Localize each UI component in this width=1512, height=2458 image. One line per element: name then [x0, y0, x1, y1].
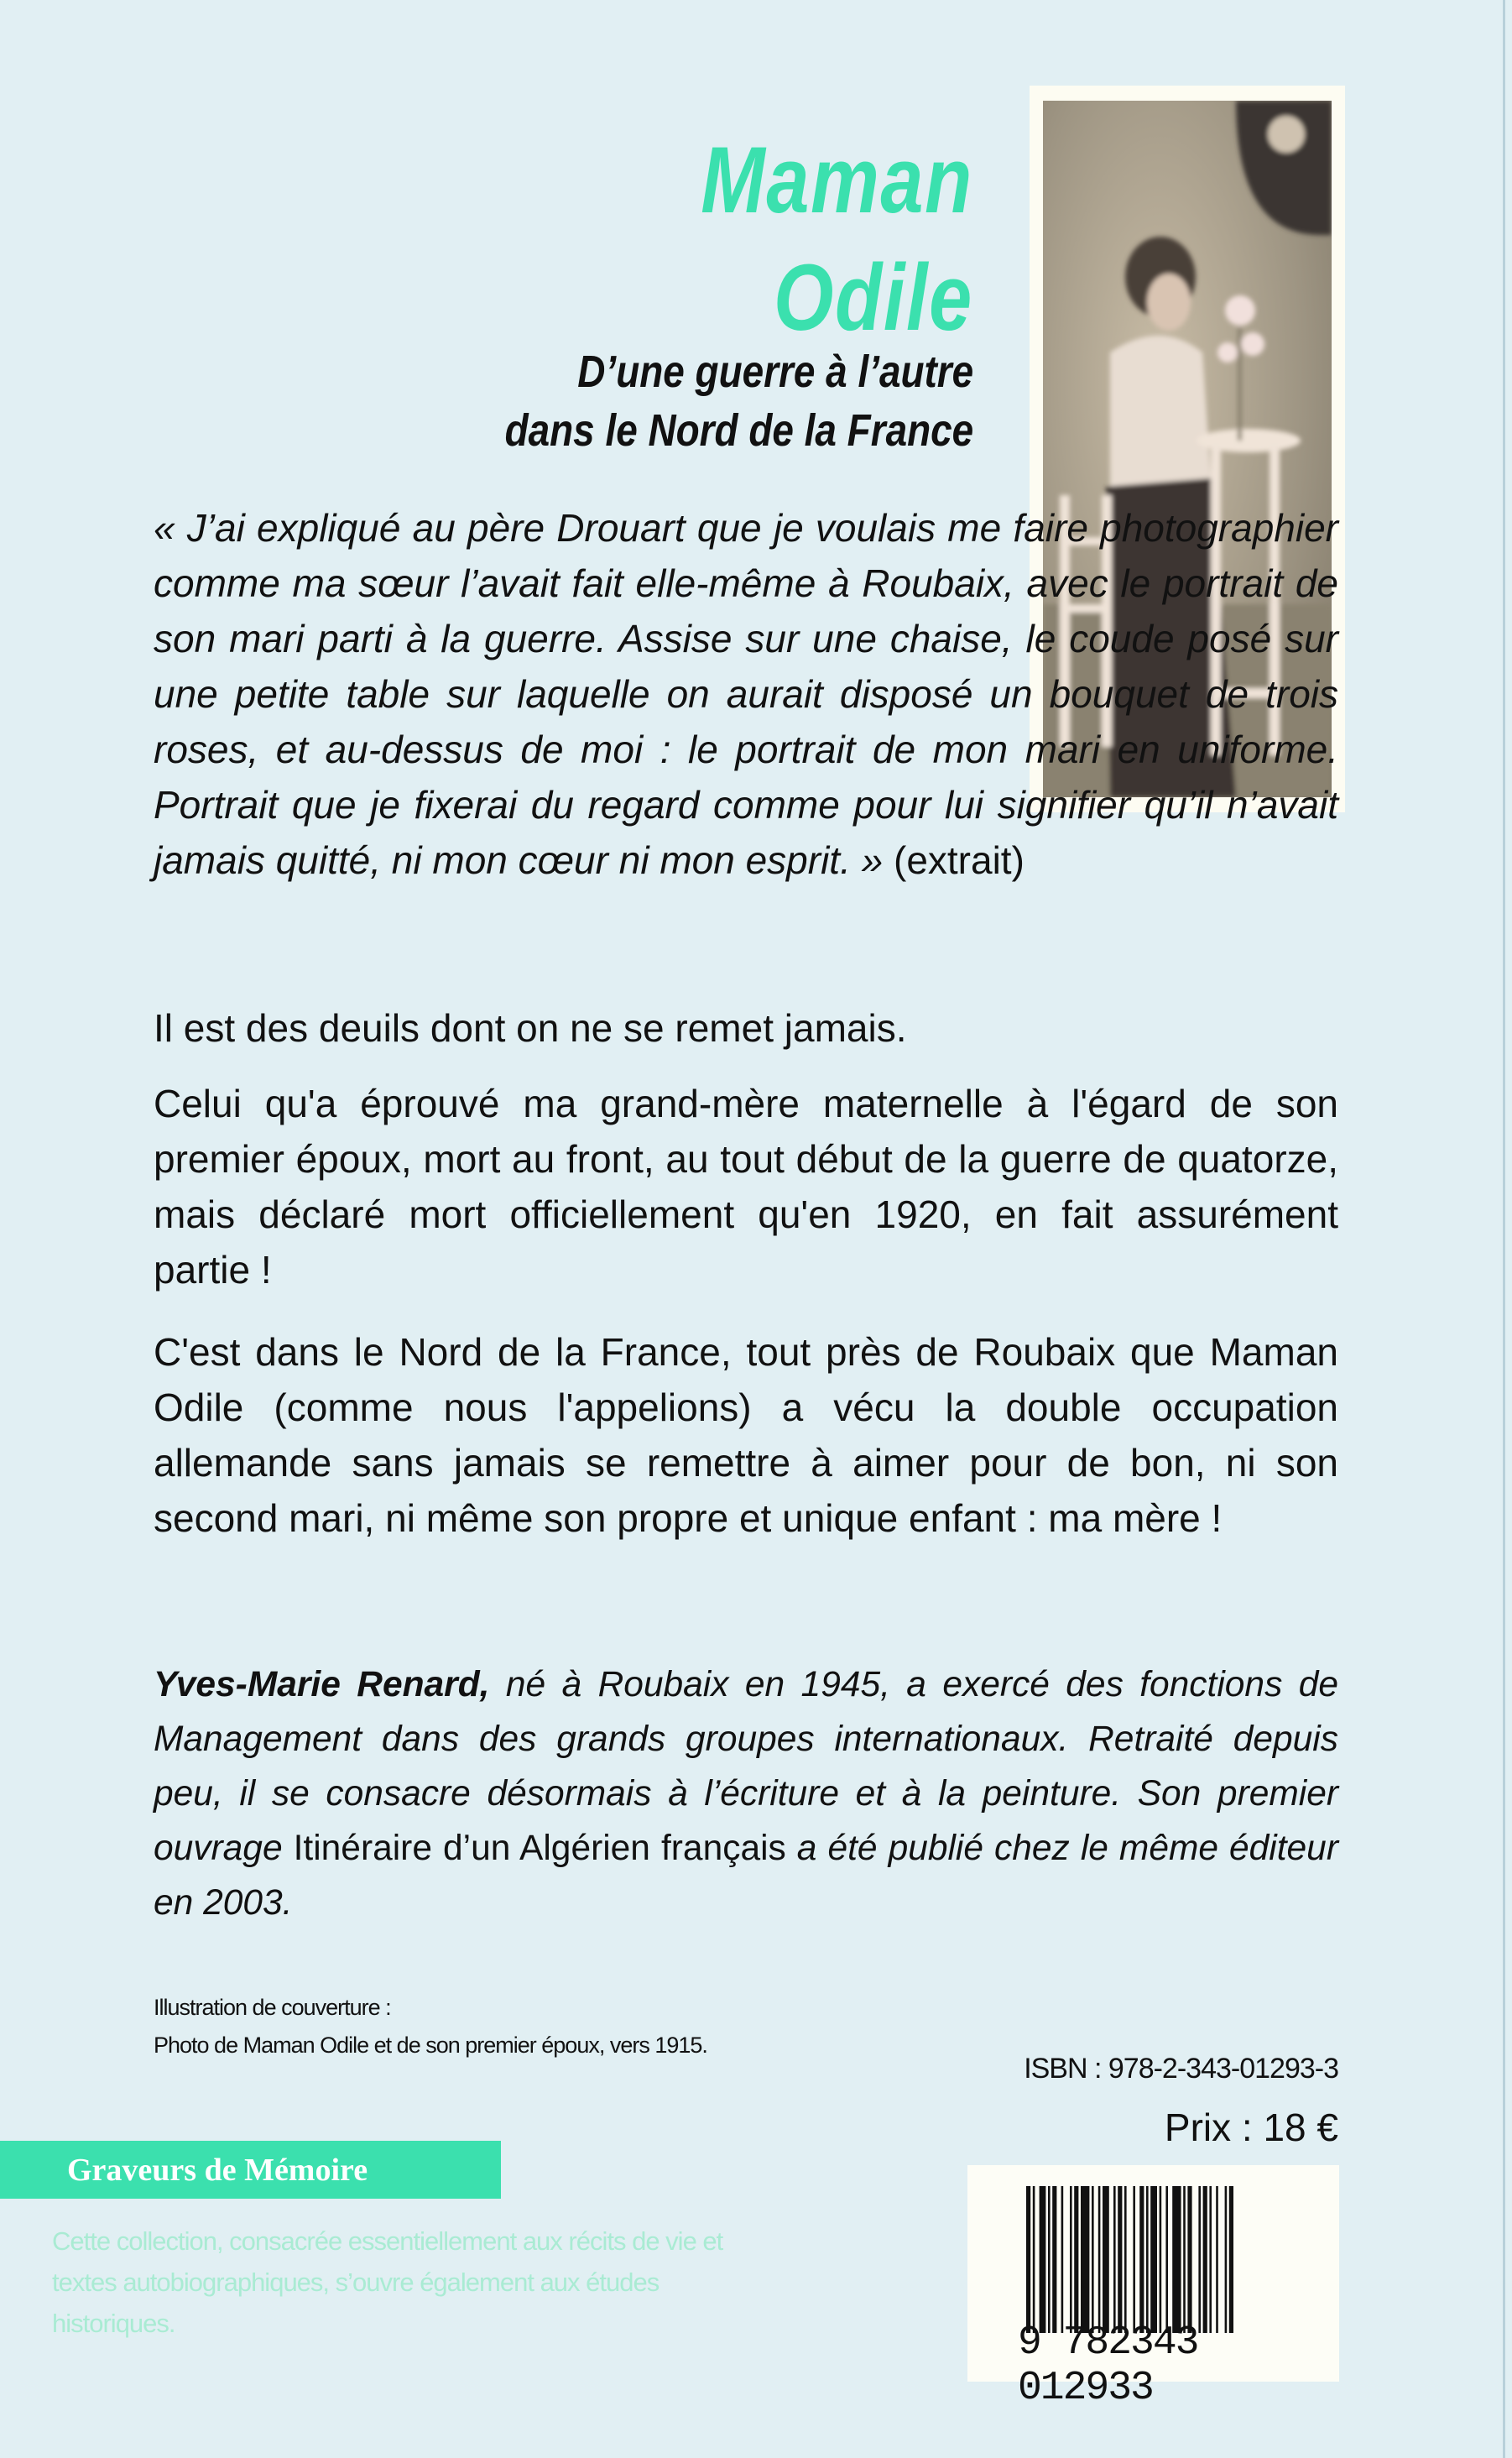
paragraph-2: Celui qu'a éprouvé ma grand-mère maternelle à l'égard de son premier époux, mort au front, au tout début de la guerre de quatorze, mais déclaré mort officiellement qu'en 1920, en fait assurément partie ! — [154, 1082, 1338, 1292]
barcode-bar — [1113, 2186, 1116, 2333]
price: Prix : 18 € — [1164, 2106, 1338, 2149]
barcode-bar — [1165, 2186, 1168, 2333]
barcode-bar — [1098, 2186, 1101, 2333]
author-name: Yves-Marie Renard, — [154, 1665, 490, 1704]
barcode-bar — [1081, 2186, 1089, 2333]
title-line-1: Maman — [701, 128, 973, 232]
barcode-bar — [1150, 2186, 1157, 2333]
illustration-credit — [154, 1989, 707, 2064]
barcode-bar — [1052, 2186, 1056, 2333]
barcode-bar — [1146, 2186, 1149, 2333]
previous-book-title: Itinéraire d’un Algérien français — [293, 1829, 786, 1868]
barcode-bar — [1172, 2186, 1181, 2333]
collection-description: Cette collection, consacrée essentiellement aux récits de vie et textes autobiographiques, s’ouvre également aux études historiques. — [52, 2226, 723, 2338]
title-line-2: Odile — [774, 245, 973, 350]
barcode-bar — [1026, 2186, 1030, 2333]
barcode-digits: 9 782343 012933 — [1018, 2320, 1198, 2411]
paragraph-3: C'est dans le Nord de la France, tout près de Roubaix que Maman Odile (comme nous l'appelions) a vécu la double occupation allemande sans jamais se remettre à aimer pour de bon, ni son second mari, ni même son propre et unique enfant : ma mère ! — [154, 1330, 1338, 1540]
isbn: ISBN : 978-2-343-01293-3 — [1024, 2053, 1338, 2085]
barcode-bar — [1074, 2186, 1078, 2333]
barcode-bar — [1229, 2186, 1233, 2333]
barcode-bar — [1160, 2186, 1162, 2333]
barcode-bar — [1061, 2186, 1064, 2333]
barcode-bar — [1203, 2186, 1207, 2333]
barcode-bar — [1103, 2186, 1109, 2333]
bio-text-2: a été publié chez le même éditeur en 2003. — [154, 1829, 1338, 1923]
subtitle-line-1: D’une guerre à l’autre — [577, 347, 973, 397]
illustration-label: Illustration de couverture : — [154, 1995, 391, 2020]
collection-banner — [0, 2141, 501, 2199]
barcode-bar — [1183, 2186, 1186, 2333]
barcode-bar — [1040, 2186, 1046, 2333]
barcode-bar — [1133, 2186, 1135, 2333]
barcode-bars — [1026, 2186, 1303, 2333]
barcode-bar — [1216, 2186, 1218, 2333]
subtitle-line-2: dans le Nord de la France — [504, 405, 973, 456]
quote-text: « J’ai expliqué au père Drouart que je voulais me faire photographier comme ma sœur l’avait fait elle-même à Roubaix, avec le portrait de son mari parti à la guerre. Assise sur une chaise, le coude posé sur une petite table sur laquelle on aurait disposé un bouquet de trois roses, et au-dessus de moi : le portrait de mon mari en uniforme. Portrait que je fixerai du regard comme pour lui signifier qu’il n’avait jamais quitté, ni mon cœur ni mon esprit. » — [154, 506, 1338, 882]
quote-suffix: (extrait) — [883, 838, 1025, 882]
bio-text-1: né à Roubaix en 1945, a exercé des fonctions de Management dans des grands groupes internationaux. Retraité depuis peu, il se consacre désormais à l’écriture et à la peinture. Son premier ouvrage — [154, 1665, 1338, 1868]
author-bio — [154, 1657, 1338, 1930]
barcode-bar — [1118, 2186, 1122, 2333]
barcode-bar — [1139, 2186, 1144, 2333]
paragraph-1: Il est des deuils dont on ne se remet jamais. — [154, 1006, 907, 1050]
barcode-bar — [1070, 2186, 1072, 2333]
barcode-bar — [1124, 2186, 1127, 2333]
barcode-bar — [1092, 2186, 1094, 2333]
barcode-bar — [1048, 2186, 1051, 2333]
barcode-bar — [1209, 2186, 1212, 2333]
barcode-bar — [1198, 2186, 1201, 2333]
barcode — [967, 2165, 1339, 2411]
barcode-bar — [1225, 2186, 1228, 2333]
book-subtitle — [504, 342, 973, 460]
barcode-bar — [1187, 2186, 1191, 2333]
excerpt-quote — [154, 500, 1338, 888]
page-edge — [1503, 0, 1505, 2458]
illustration-text: Photo de Maman Odile et de son premier époux, vers 1915. — [154, 2033, 707, 2058]
book-title — [701, 122, 973, 357]
collection-name: Graveurs de Mémoire — [67, 2153, 368, 2188]
barcode-bar — [1033, 2186, 1035, 2333]
